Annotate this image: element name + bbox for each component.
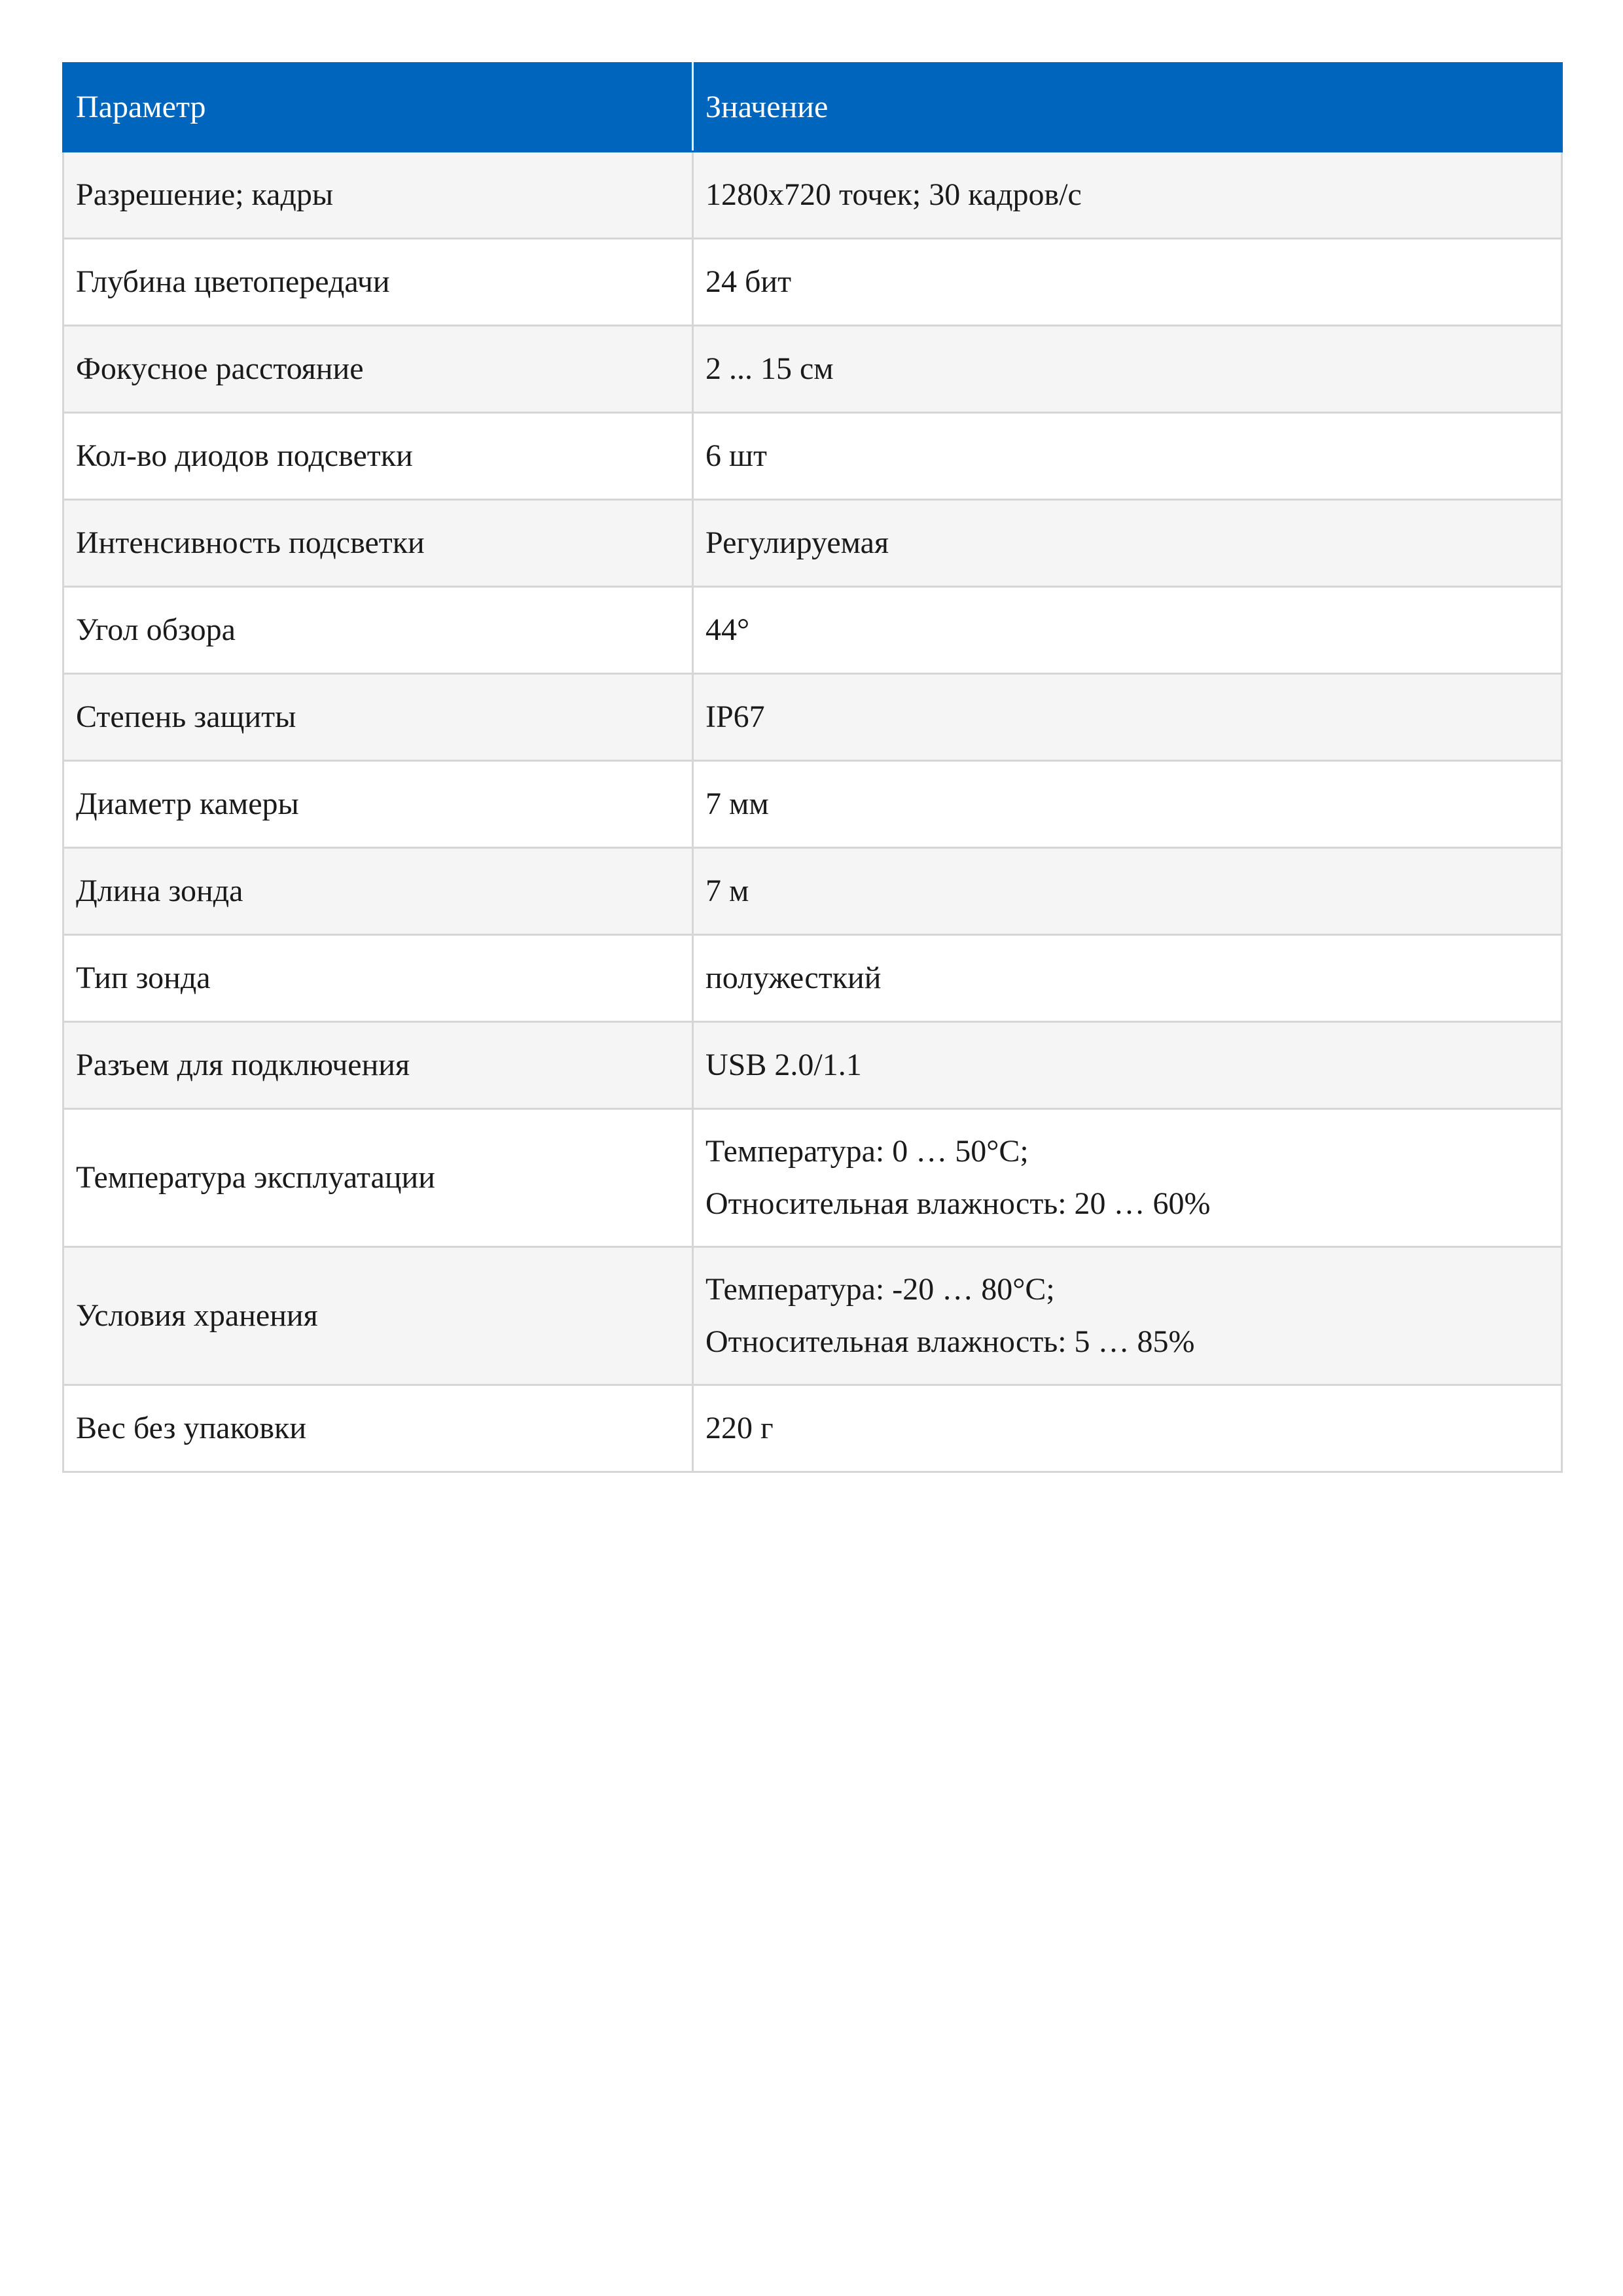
value-cell: 24 бит xyxy=(693,239,1562,326)
param-cell: Температура эксплуатации xyxy=(63,1109,693,1247)
value-cell xyxy=(693,1109,1562,1247)
value-line: Температура: -20 … 80°C; xyxy=(705,1272,1055,1307)
table-header xyxy=(63,63,1562,152)
table-row xyxy=(63,848,1562,935)
table-row xyxy=(63,761,1562,848)
param-cell: Кол-во диодов подсветки xyxy=(63,413,693,500)
value-cell: 6 шт xyxy=(693,413,1562,500)
value-cell: 1280x720 точек; 30 кадров/с xyxy=(693,152,1562,239)
param-cell: Глубина цветопередачи xyxy=(63,239,693,326)
header-value: Значение xyxy=(693,63,1562,152)
param-cell: Тип зонда xyxy=(63,935,693,1022)
param-cell: Разрешение; кадры xyxy=(63,152,693,239)
table-row xyxy=(63,674,1562,761)
header-row xyxy=(63,63,1562,152)
table-body xyxy=(63,152,1562,1472)
value-cell: 7 м xyxy=(693,848,1562,935)
param-cell: Условия хранения xyxy=(63,1247,693,1385)
table-row xyxy=(63,1109,1562,1247)
param-cell: Вес без упаковки xyxy=(63,1385,693,1472)
value-cell: 7 мм xyxy=(693,761,1562,848)
value-cell: 2 ... 15 см xyxy=(693,326,1562,413)
table-row xyxy=(63,239,1562,326)
table-row xyxy=(63,1247,1562,1385)
value-line: Температура: 0 … 50°C; xyxy=(705,1134,1029,1169)
table-row xyxy=(63,152,1562,239)
param-cell: Фокусное расстояние xyxy=(63,326,693,413)
value-cell: Регулируемая xyxy=(693,500,1562,587)
value-line: Относительная влажность: 20 … 60% xyxy=(705,1186,1211,1221)
value-line: Относительная влажность: 5 … 85% xyxy=(705,1324,1195,1359)
header-parameter: Параметр xyxy=(63,63,693,152)
value-cell: IP67 xyxy=(693,674,1562,761)
param-cell: Длина зонда xyxy=(63,848,693,935)
value-cell: 220 г xyxy=(693,1385,1562,1472)
table-row xyxy=(63,1385,1562,1472)
specifications-table xyxy=(62,62,1563,1473)
param-cell: Степень защиты xyxy=(63,674,693,761)
table-row xyxy=(63,326,1562,413)
table-row xyxy=(63,587,1562,674)
param-cell: Интенсивность подсветки xyxy=(63,500,693,587)
param-cell: Угол обзора xyxy=(63,587,693,674)
table-row xyxy=(63,1022,1562,1109)
table-row xyxy=(63,500,1562,587)
value-cell: полужесткий xyxy=(693,935,1562,1022)
table-row xyxy=(63,413,1562,500)
value-cell xyxy=(693,1247,1562,1385)
param-cell: Разъем для подключения xyxy=(63,1022,693,1109)
table-row xyxy=(63,935,1562,1022)
value-cell: 44° xyxy=(693,587,1562,674)
value-cell: USB 2.0/1.1 xyxy=(693,1022,1562,1109)
param-cell: Диаметр камеры xyxy=(63,761,693,848)
